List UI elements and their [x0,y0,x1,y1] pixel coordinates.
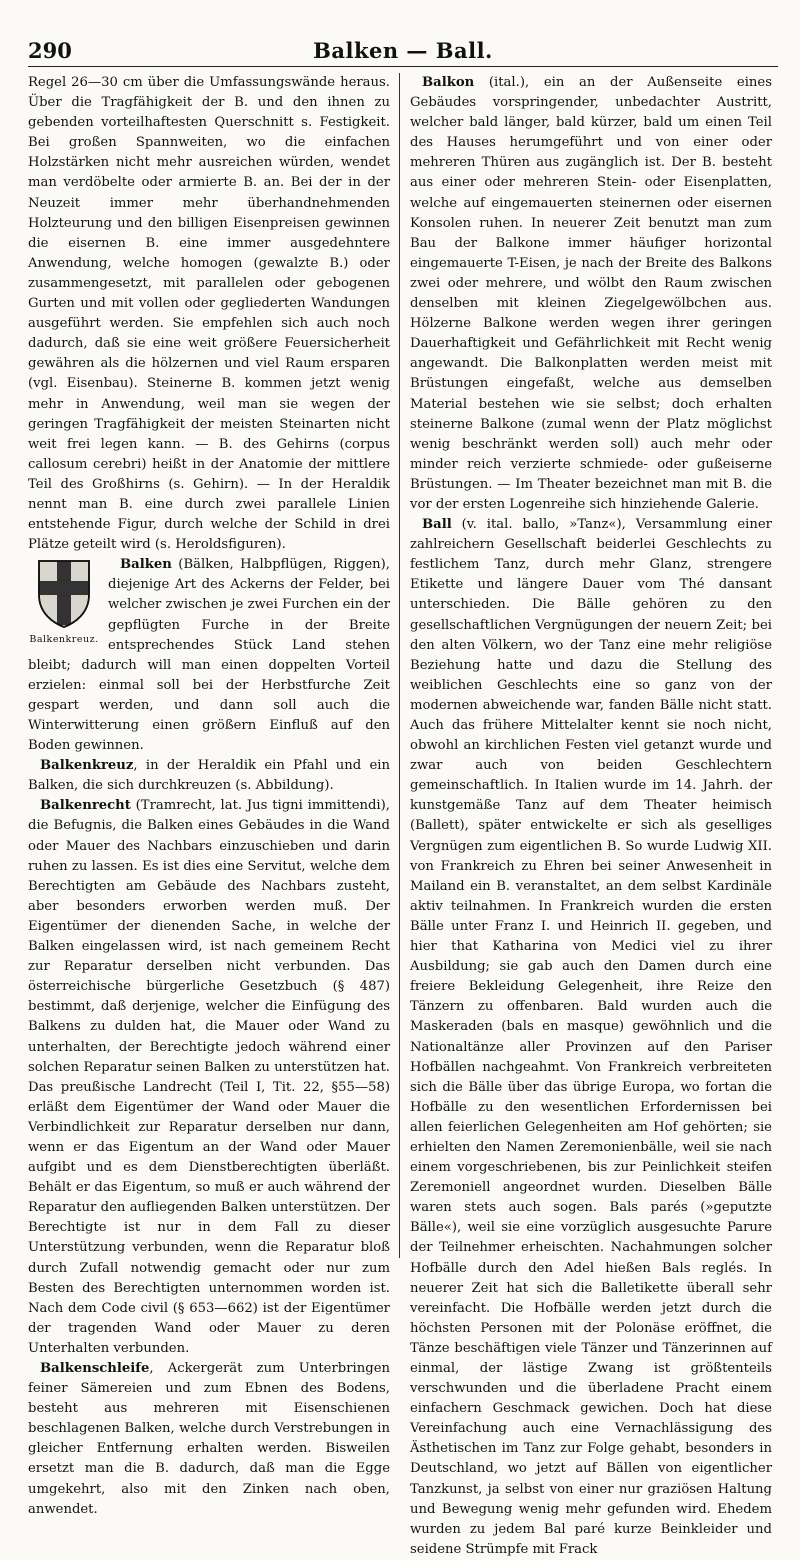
entry-balkenrecht [28,796,390,1359]
balkenkreuz-figure [28,557,100,649]
entry-text: , Ackergerät zum Unterbringen feiner Sämereien und zum Ebnen des Bodens, besteht aus mehreren mit Eisenschienen beschlagenen Balken, welche durch Verstrebungen in gleicher Entfernung erhalten werden. Bisweilen ersetzt man die B. dadurch, daß man die Egge umgekehrt, also mit den Zinken nach oben, anwendet. [28,1361,390,1517]
entry-ball [410,515,772,1560]
running-head: Balken — Ball. [313,38,493,63]
heraldic-shield-cross-icon [35,557,93,629]
entry-text: , in der Heraldik ein Pfahl und ein Balken, die sich durchkreuzen (s. Abbildung). [28,758,390,794]
entry-text: (v. ital. ballo, »Tanz«), Versammlung einer zahlreichern Gesellschaft beiderlei Geschlechts zu festlichem Tanz, durch mehr Glanz, strengere Etikette und längere Dauer vom Thé dansant unterschieden. Die Bälle gehören zu den gesellschaftlichen Vergnügungen der neuern Zeit; bei den alten Völkern, wo der Tanz eine mehr religiöse Beziehung hatte und dazu die Stellung des weiblichen Geschlechts eine so ganz von der modernen abweichende war, fanden Bälle nicht statt. Auch das frühere Mittelalter kennt sie noch nicht, obwohl an kirchlichen Festen viel getanzt wurde und zwar auch von beiden Geschlechtern gemeinschaftlich. In Italien wurde im 14. Jahrh. der kunstgemäße Tanz auf dem Theater heimisch (Ballett), später entwickelte er sich als geselliges Vergnügen zum eigentlichen B. So wurde Ludwig XII. von Frankreich zu Ehren bei seiner Anwesenheit in Mailand ein B. veranstaltet, an dem selbst Kardinäle aktiv teilnahmen. In Frankreich wurden die ersten Bälle unter Franz I. und Heinrich II. gegeben, und hier that Katharina von Medici viel zu ihrer Ausbildung; sie gab auch den Damen durch eine freiere Bekleidung Gelegenheit, ihre Reize den Tänzern zu offenbaren. Bald wurden auch die Maskeraden (bals en masque) gewöhnlich und die Nationaltänze aller Provinzen auf den Pariser Hofbällen nachgeahmt. Von Frankreich verbreiteten sich die Bälle über das übrige Europa, wo fortan die Hofbälle zu den wesentlichen Erfordernissen bei allen feierlichen Gelegenheiten am Hof gehörten; sie erhielten den Namen Zeremonienbälle, weil sie nach einem vorgeschriebenen, bis zur Peinlichkeit steifen Zeremoniell angeordnet wurden. Dieselben Bälle waren stets auch sogen. Bals parés (»geputzte Bälle«), weil sie eine vorzüglich ausgesuchte Parure der Teilnehmer erheischten. Nachahmungen solcher Hofbälle durch den Adel hießen Bals reglés. In neuerer Zeit hat sich die Balletikette überall sehr vereinfacht. Die Hofbälle werden jetzt durch die höchsten Personen mit der Polonäse eröffnet, die Tänze beschäftigen viele Tänzer und Tänzerinnen auf einmal, der lästige Zwang ist größtenteils verschwunden und die überladene Pracht einem einfachern Geschmack gewichen. Doch hat diese Vereinfachung auch eine Vernachlässigung des Ästhetischen im Tanz zur Folge gehabt, besonders in Deutschland, wo jetzt auf Bällen von eigentlicher Tanzkunst, ja selbst von einer nur graziösen Haltung und Bewegung wenig mehr gefunden wird. Ehedem wurden zu jedem Bal paré kurze Beinkleider und seidene Strümpfe mit Frack [410,517,772,1557]
entry-text: (ital.), ein an der Außenseite eines Gebäudes vorspringender, unbedachter Austritt, welcher bald länger, bald kürzer, bald um einen Teil des Hauses herumgeführt und von einer oder mehreren Thüren aus zugänglich ist. Der B. besteht aus einer oder mehreren Stein- oder Eisenplatten, welche auf eingemauerten steinernen oder eisernen Konsolen ruhen. In neuerer Zeit benutzt man zum Bau der Balkone immer häufiger horizontal eingemauerte T-Eisen, je nach der Breite des Balkons zwei oder mehrere, und wölbt den Raum zwischen denselben mit kleinen Ziegelgewölbchen aus. Hölzerne Balkone werden wegen ihrer geringen Dauerhaftigkeit und Gefährlichkeit mit Recht wenig angewandt. Die Balkonplatten werden meist mit Brüstungen eingefaßt, welche aus demselben Material bestehen wie sie selbst; doch erhalten steinerne Balkone (zumal wenn der Platz möglichst wenig beschränkt werden soll) auch mehr oder minder reich verzierte schmiede- oder gußeiserne Brüstungen. — Im Theater bezeichnet man mit B. die vor der ersten Logenreihe sich hinziehende Galerie. [410,75,772,512]
entry-text: (Tramrecht, lat. Jus tigni immittendi), die Befugnis, die Balken eines Gebäudes in die Wand oder Mauer des Nachbars einzuschieben und darin ruhen zu lassen. Es ist dies eine Servitut, welche dem Berechtigten am Gebäude des Nachbars zusteht, aber besonders erworben werden muß. Der Eigentümer der dienenden Sache, in welche der Balken eingelassen wird, ist nach gemeinem Recht zur Reparatur derselben nicht verbunden. Das österreichische bürgerliche Gesetzbuch (§ 487) bestimmt, daß derjenige, welcher die Einfügung des Balkens zu dulden hat, die Mauer oder Wand zu unterhalten, der Berechtigte jedoch während einer solchen Reparatur seinen Balken zu unterstützen hat. Das preußische Landrecht (Teil I, Tit. 22, §55—58) erläßt dem Eigentümer der Wand oder Mauer die Verbindlichkeit zur Reparatur derselben nur dann, wenn er das Eigentum an der Wand oder Mauer aufgibt und es dem Dienstberechtigten überläßt. Behält er das Eigentum, so muß er auch während der Reparatur den aufliegenden Balken unterstützen. Der Berechtigte ist nur in dem Fall zu dieser Unterstützung verbunden, wenn die Reparatur bloß durch Zufall notwendig gemacht oder nur zum Besten des Berechtigten unternommen worden ist. Nach dem Code civil (§ 653—662) ist der Eigentümer der tragenden Wand oder Mauer zu deren Unterhalten verbunden. [28,798,390,1356]
headword-balkenrecht: Balkenrecht [40,798,131,814]
page-number: 290 [28,38,72,63]
figure-caption: Balkenkreuz. [29,634,99,646]
column-divider [399,73,400,1258]
headword-balkenkreuz: Balkenkreuz [40,758,134,774]
headword-ball: Ball [422,517,452,533]
entry-text: (Bälken, Halbpflügen, Riggen), diejenige Art des Ackerns der Felder, bei welcher zwischen je zwei Furchen ein der gepflügten Furche in der Breite entsprechendes Stück Land stehen bleibt; dadurch will man einen doppelten Vorteil erzielen: einmal soll bei der Herbstfurche Zeit gespart werden, und dann soll auch die Winterwitterung einen größern Einfluß auf den Boden gewinnen. [28,557,390,754]
headword-balkon: Balkon [422,75,475,90]
headword-balken: Balken [120,557,172,573]
entry-balkenkreuz [28,756,390,796]
left-column [28,73,390,1517]
balken-continuation-paragraph: Regel 26—30 cm über die Umfassungswände heraus. Über die Tragfähigkeit der B. und den ihnen zu gebenden vorteilhaftesten Querschnitt s. Festigkeit. Bei großen Spannweiten, wo die einfachen Holzstärken nicht mehr ausreichen würden, wendet man verdöbelte oder armierte B. an. Bei der in der Neuzeit immer mehr überhandnehmenden Holzteurung und den billigen Eisenpreisen gewinnen die eisernen B. eine immer ausgedehntere Anwendung, welche homogen (gewalzte B.) oder zusammengesetzt, mit parallelen oder gebogenen Gurten und mit vollen oder gegliederten Wandungen ausgeführt werden. Sie empfehlen sich auch noch dadurch, daß sie eine weit größere Feuersicherheit gewähren als die hölzernen und viel Raum ersparen (vgl. Eisenbau). Steinerne B. kommen jetzt wenig mehr in Anwendung, weil man sie wegen der geringen Tragfähigkeit der meisten Steinarten nicht weit frei legen kann. — B. des Gehirns (corpus callosum cerebri) heißt in der Anatomie der mittlere Teil des Großhirns (s. Gehirn). — In der Heraldik nennt man B. eine durch zwei parallele Linien entstehende Figur, durch welche der Schild in drei Plätze geteilt wird (s. Heroldsfiguren). [28,75,390,553]
entry-balkenschleife [28,1359,390,1520]
headword-balkenschleife: Balkenschleife [40,1361,150,1376]
right-column [410,73,772,1557]
entry-balkon [410,73,772,515]
entry-balken [28,555,390,756]
page-header [28,36,778,67]
